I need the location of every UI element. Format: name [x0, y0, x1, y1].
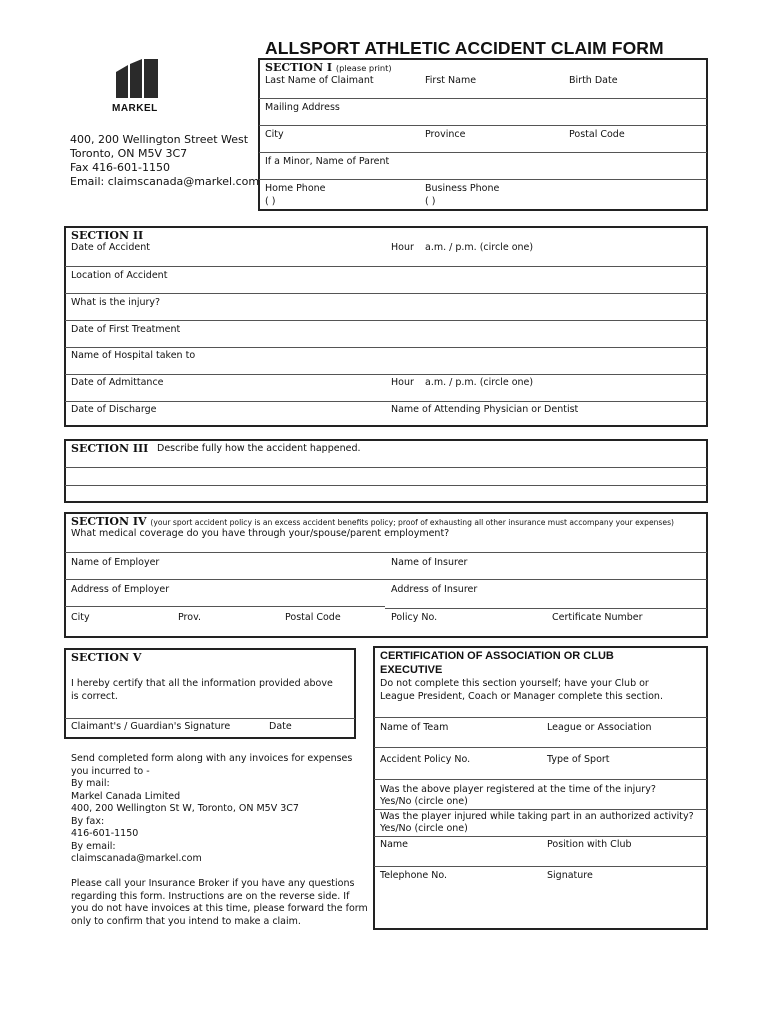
policy-no-field[interactable]: Policy No.	[391, 612, 438, 623]
section1-heading: SECTION I (please print)	[265, 61, 392, 74]
broker-line: Please call your Insurance Broker if you have any questions	[71, 878, 355, 889]
city-field[interactable]: City	[265, 129, 284, 140]
injury-field[interactable]: What is the injury?	[71, 297, 161, 308]
physician-field[interactable]: Name of Attending Physician or Dentist	[391, 404, 579, 415]
instruction-line: By fax:	[71, 815, 105, 827]
sport-type-field[interactable]: Type of Sport	[547, 754, 610, 765]
claimant-signature-field[interactable]: Claimant's / Guardian's Signature	[71, 721, 231, 732]
broker-line: regarding this form. Instructions are on the reverse side. If	[71, 890, 350, 902]
broker-line: you do not have invoices at this time, please forward the form	[71, 903, 368, 914]
form-title: ALLSPORT ATHLETIC ACCIDENT CLAIM FORM	[265, 38, 664, 58]
markel-logo	[112, 58, 164, 118]
certify-line1: I hereby certify that all the information provided above	[71, 678, 333, 689]
admittance-hour-label: Hour	[391, 377, 414, 388]
company-address-line2: Toronto, ON M5V 3C7	[70, 147, 188, 160]
company-email: Email: claimscanada@markel.com	[70, 175, 260, 188]
league-field[interactable]: League or Association	[547, 722, 652, 733]
mailing-instructions	[71, 753, 352, 866]
employer-postal-field[interactable]: Postal Code	[285, 612, 341, 623]
instruction-line: 416-601-1150	[71, 828, 139, 839]
hospital-field[interactable]: Name of Hospital taken to	[71, 350, 196, 361]
certify-line2: is correct.	[71, 691, 118, 702]
discharge-field[interactable]: Date of Discharge	[71, 404, 157, 415]
birth-date-field[interactable]: Birth Date	[569, 75, 618, 86]
date-of-accident-field[interactable]: Date of Accident	[71, 242, 150, 253]
admittance-ampm-option[interactable]: a.m. / p.m. (circle one)	[425, 377, 534, 388]
section3-instruction: Describe fully how the accident happened.	[157, 443, 361, 454]
broker-note	[71, 878, 368, 928]
location-field[interactable]: Location of Accident	[71, 270, 168, 281]
executive-signature-field[interactable]: Signature	[547, 870, 593, 881]
section4-heading: SECTION IV (your sport accident policy is an excess accident benefits policy; proof of exhausting all other insurance must accompany your expenses)	[71, 515, 674, 528]
employer-name-field[interactable]: Name of Employer	[71, 557, 160, 568]
employer-prov-field[interactable]: Prov.	[178, 612, 201, 623]
club-position-field[interactable]: Position with Club	[547, 839, 632, 850]
employer-address-field[interactable]: Address of Employer	[71, 584, 170, 595]
team-name-field[interactable]: Name of Team	[380, 722, 449, 733]
broker-line: only to confirm that you intend to make a claim.	[71, 915, 301, 927]
executive-name-field[interactable]: Name	[380, 839, 409, 850]
accident-hour-label: Hour	[391, 242, 414, 253]
admittance-field[interactable]: Date of Admittance	[71, 377, 164, 388]
insurer-address-field[interactable]: Address of Insurer	[391, 584, 478, 595]
company-address-line1: 400, 200 Wellington Street West	[70, 133, 249, 146]
business-phone-field[interactable]: Business Phone	[425, 183, 500, 194]
instruction-line: By email:	[71, 840, 116, 852]
business-phone-paren: ( )	[425, 196, 436, 207]
province-field[interactable]: Province	[425, 129, 466, 140]
postal-code-field[interactable]: Postal Code	[569, 129, 625, 140]
first-name-field[interactable]: First Name	[425, 75, 477, 86]
instruction-line: Send completed form along with any invoices for expenses	[71, 753, 353, 764]
accident-ampm-option[interactable]: a.m. / p.m. (circle one)	[425, 242, 534, 253]
certification-note-line2: League President, Coach or Manager complete this section.	[380, 691, 663, 702]
authorized-question: Was the player injured while taking part in an authorized activity?	[380, 811, 694, 822]
registered-yes-no[interactable]: Yes/No (circle one)	[380, 796, 468, 807]
certificate-number-field[interactable]: Certificate Number	[552, 612, 643, 623]
home-phone-paren: ( )	[265, 196, 276, 207]
instruction-line: Markel Canada Limited	[71, 790, 181, 802]
instruction-line: By mail:	[71, 778, 110, 789]
medical-coverage-question[interactable]: What medical coverage do you have through your/spouse/parent employment?	[71, 528, 450, 539]
instruction-line: you incurred to -	[71, 765, 150, 777]
accident-policy-field[interactable]: Accident Policy No.	[380, 754, 471, 765]
certification-title: CERTIFICATION OF ASSOCIATION OR CLUB EXECUTIVE	[380, 650, 614, 676]
last-name-field[interactable]: Last Name of Claimant	[265, 75, 374, 86]
authorized-yes-no[interactable]: Yes/No (circle one)	[380, 823, 468, 834]
mailing-address-field[interactable]: Mailing Address	[265, 102, 340, 113]
section4-note: (your sport accident policy is an excess accident benefits policy; proof of exhausting all other insurance must accompany your expenses)	[150, 518, 674, 527]
registered-question: Was the above player registered at the time of the injury?	[380, 784, 656, 795]
logo-wordmark: MARKEL	[112, 103, 158, 114]
section5-heading: SECTION V	[71, 651, 142, 664]
certification-note-line1: Do not complete this section yourself; have your Club or	[380, 678, 649, 689]
instruction-line: claimscanada@markel.com	[71, 853, 202, 864]
minor-parent-field[interactable]: If a Minor, Name of Parent	[265, 156, 390, 167]
first-treatment-field[interactable]: Date of First Treatment	[71, 324, 181, 335]
section3-heading: SECTION III	[71, 442, 149, 455]
employer-city-field[interactable]: City	[71, 612, 90, 623]
section2-heading: SECTION II	[71, 229, 144, 242]
insurer-name-field[interactable]: Name of Insurer	[391, 557, 468, 568]
instruction-line: 400, 200 Wellington St W, Toronto, ON M5V 3C7	[71, 803, 299, 814]
company-fax: Fax 416-601-1150	[70, 161, 170, 174]
telephone-field[interactable]: Telephone No.	[380, 870, 448, 881]
home-phone-field[interactable]: Home Phone	[265, 183, 326, 194]
signature-date-field[interactable]: Date	[269, 721, 292, 732]
